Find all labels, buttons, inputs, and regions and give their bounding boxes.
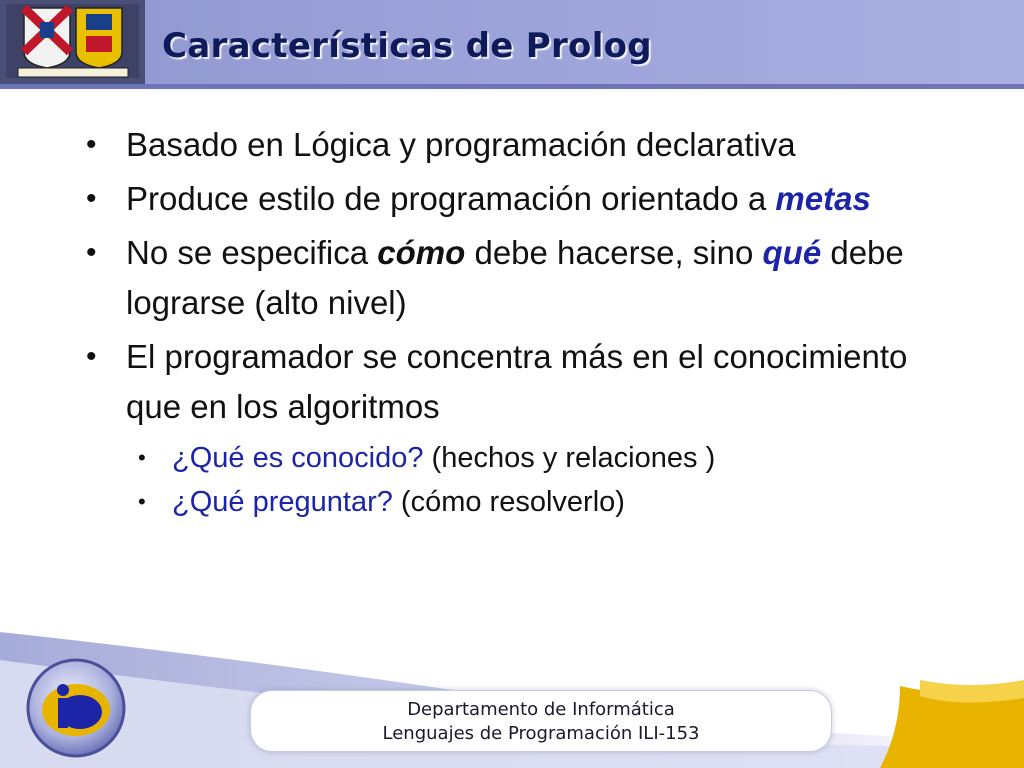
bullet-glyph: • (86, 182, 97, 215)
bullet-item (86, 332, 966, 432)
university-crest-logo (0, 0, 145, 84)
bullet-glyph: • (86, 340, 97, 373)
sub-bullet-detail: (cómo resolverlo) (392, 486, 625, 518)
bullet-text: Produce estilo de programación orientado a (126, 180, 776, 217)
footer-department: Departamento de Informática (407, 699, 675, 720)
footer-caption-box (250, 690, 832, 752)
sub-bullet-question: ¿Qué preguntar? (172, 486, 393, 518)
bullet-item (86, 228, 966, 328)
bullet-item (86, 120, 966, 170)
bullet-text: debe hacerse, sino (465, 234, 763, 271)
footer-course: Lenguajes de Programación ILI-153 (382, 723, 700, 744)
page-title: Características de Prolog (162, 26, 652, 66)
sub-bullet-item (86, 436, 966, 480)
emphasis-que: qué (762, 234, 822, 271)
sub-bullet-question: ¿Qué es conocido? (172, 442, 424, 474)
emphasis-metas: metas (775, 180, 871, 217)
header-rule (0, 84, 1024, 89)
bullet-text: debe lograrse (alto nivel) (126, 234, 904, 321)
bullet-glyph: • (86, 236, 97, 269)
bullet-text: Basado en Lógica y programación declarativa (126, 126, 796, 163)
sub-bullet-glyph: • (138, 445, 146, 470)
emphasis-como: cómo (377, 234, 466, 271)
sub-bullet-glyph: • (138, 489, 146, 514)
bullet-text: El programador se concentra más en el conocimiento que en los algoritmos (126, 338, 908, 425)
sub-bullet-item (86, 480, 966, 524)
bullet-item (86, 174, 966, 224)
bullet-text: No se especifica (126, 234, 378, 271)
sub-bullet-detail: (hechos y relaciones ) (423, 442, 716, 474)
department-logo-icon (28, 660, 124, 756)
slide-content (86, 120, 966, 524)
bullet-glyph: • (86, 128, 97, 161)
